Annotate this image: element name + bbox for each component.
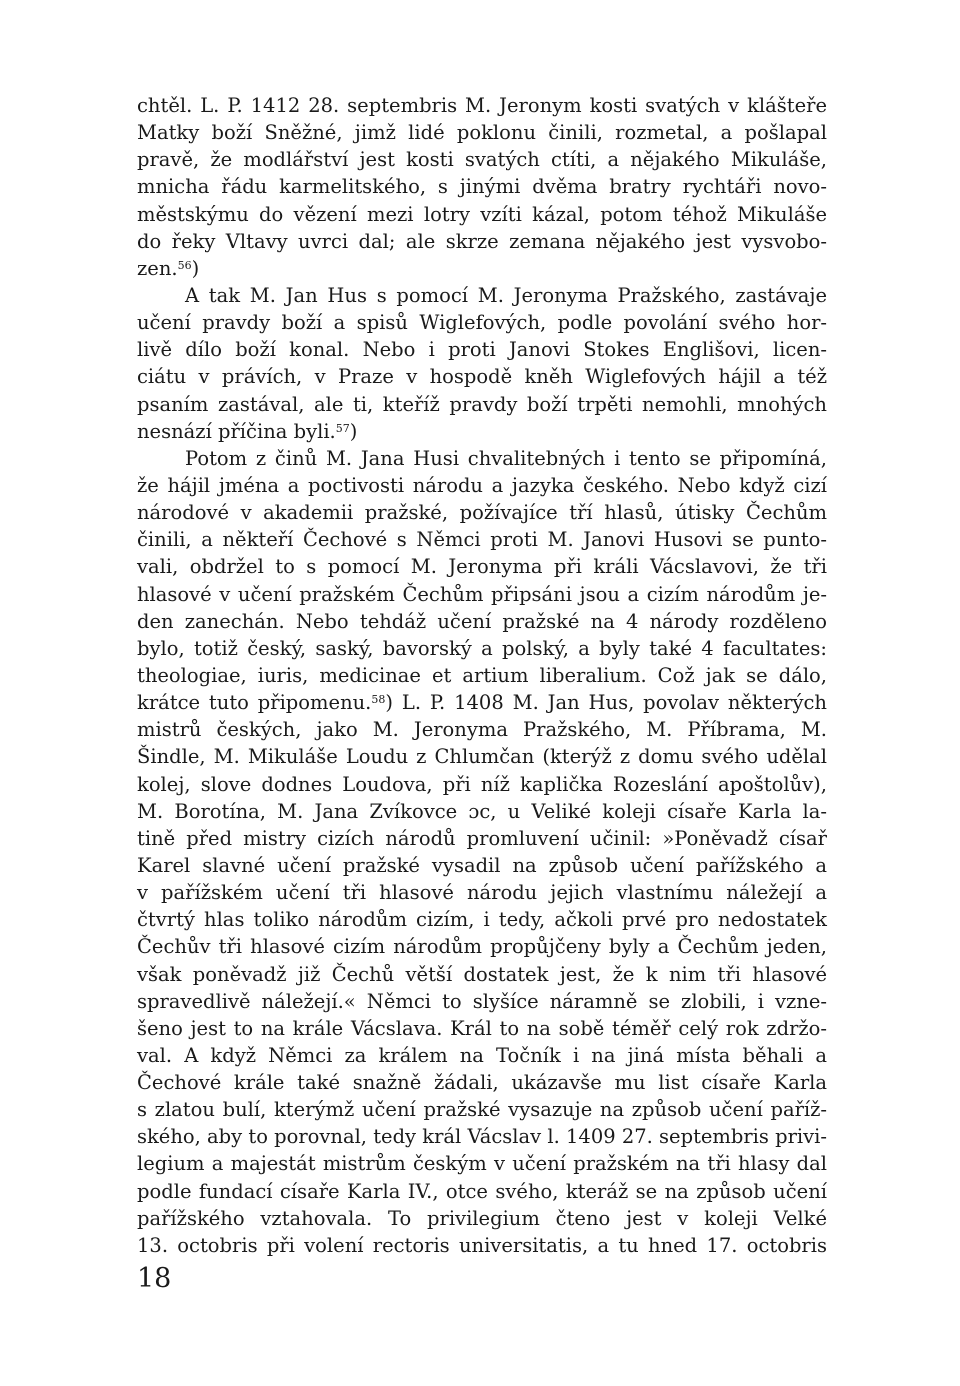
text-line: [137, 336, 827, 363]
text-line-content: den zanechán. Nebo tehdáž učení pražské na 4 národy rozděleno: [137, 609, 827, 633]
text-line: [137, 391, 827, 418]
text-line-content: Šindle, M. Mikuláše Loudu z Chlumčan (kterýž z domu svého udělal: [137, 745, 827, 769]
text-line: [137, 228, 827, 255]
text-line: [137, 1232, 827, 1259]
text-line-content: pravě, že modlářství jest kosti svatých ctíti, a nějakého Mikuláše,: [137, 148, 827, 172]
text-line: [137, 1205, 827, 1232]
text-line-tail: ): [191, 256, 200, 280]
text-line-content: kolej, slove dodnes Loudova, při níž kaplička Rozeslání apoštolův),: [137, 772, 827, 796]
text-line: [137, 716, 827, 743]
text-line-content: s zlatou bulí, kterýmž učení pražské vysazuje na způsob učení paříž-: [137, 1098, 827, 1122]
text-line-content: vali, obdržel to s pomocí M. Jeronyma při králi Vácslavovi, že tři: [137, 555, 827, 579]
text-line-content: šeno jest to na krále Vácslava. Král to na sobě téměř celý rok zdržo-: [137, 1016, 827, 1040]
text-line-content: chtěl. L. P. 1412 28. septembris M. Jeronym kosti svatých v klášteře: [137, 94, 827, 117]
text-line-content: M. Borotína, M. Jana Zvíkovce ɔc, u Veliké koleji císaře Karla la-: [137, 799, 827, 823]
text-line: [137, 1042, 827, 1069]
text-line-content: Karel slavné učení pražské vysadil na způsob učení pařížského a: [137, 853, 827, 877]
text-line: [137, 581, 827, 608]
text-line: [137, 988, 827, 1015]
footnote-marker: 56: [177, 258, 192, 272]
page-number: 18: [137, 1263, 172, 1294]
text-line-content: Čechův tři hlasové cizím národům propůjčeny byly a Čechům jeden,: [137, 935, 827, 959]
text-line: [137, 282, 827, 309]
text-line-content: do řeky Vltavy uvrci dal; ale skrze zemana nějakého jest vysvobo-: [137, 229, 827, 253]
text-line: [137, 526, 827, 553]
text-line-content: zen.: [137, 256, 178, 280]
text-line-content: 13. octobris při volení rectoris universitatis, a tu hned 17. octobris: [137, 1233, 827, 1257]
text-line: [137, 771, 827, 798]
text-line: [137, 309, 827, 336]
text-line-content: národové v akademii pražské, požívajíce tří hlasů, útisky Čechům: [137, 501, 827, 525]
text-line: [137, 879, 827, 906]
text-line-content: psaním zastával, ale ti, kteříž pravdy boží trpěti nemohli, mnohých: [137, 392, 827, 416]
text-line-content: spravedlivě náležejí.« Němci to slyšíce náramně se zlobili, i vzne-: [137, 989, 827, 1013]
text-line: [137, 906, 827, 933]
text-line-content: hlasové v učení pražském Čechům připsáni jsou a cizím národům je-: [137, 582, 827, 606]
text-line-content: že hájil jména a poctivosti národu a jazyka českého. Nebo když cizí: [137, 473, 827, 497]
text-line: [137, 1015, 827, 1042]
text-line-tail: ): [349, 419, 358, 443]
text-line-content: podle fundací císaře Karla IV., otce svého, kteráž se na způsob učení: [137, 1179, 827, 1203]
text-line: [137, 1178, 827, 1205]
text-line-content: čtvrtý hlas toliko národům cizím, i tedy, ačkoli prvé pro nedostatek: [137, 908, 827, 932]
text-line-content: v pařížském učení tři hlasové národu jejich vlastnímu náležejí a: [137, 881, 827, 905]
text-line-content: krátce tuto připomenu.: [137, 691, 372, 715]
text-line-content: činili, a někteří Čechové s Němci proti M. Janovi Husovi se punto-: [137, 528, 827, 552]
text-line: [137, 499, 827, 526]
text-line: [137, 689, 827, 716]
text-line-content: Čechové krále také snažně žádali, ukázavše mu list císaře Karla: [137, 1071, 827, 1095]
text-line-content: val. A když Němci za králem na Točník i na jiná místa běhali a: [137, 1043, 827, 1067]
text-line: [137, 472, 827, 499]
text-line-content: legium a majestát mistrům českým v učení pražském na tři hlasy dal: [137, 1152, 827, 1176]
text-line: [137, 363, 827, 390]
text-line: [137, 798, 827, 825]
text-line: [137, 743, 827, 770]
text-line-content: A tak M. Jan Hus s pomocí M. Jeronyma Pražského, zastávaje: [185, 283, 827, 307]
footnote-marker: 57: [335, 421, 350, 435]
text-line-content: tině před mistry cizích národů promluvení učinil: »Poněvadž císař: [137, 826, 827, 850]
text-line: [137, 1123, 827, 1150]
text-line-content: mistrů českých, jako M. Jeronyma Pražského, M. Příbrama, M.: [137, 718, 827, 742]
text-line-content: Potom z činů M. Jana Husi chvalitebných i tento se připomíná,: [185, 446, 827, 470]
text-line: [137, 146, 827, 173]
text-line-content: Matky boží Sněžné, jimž lidé poklonu činili, rozmetal, a pošlapal: [137, 121, 827, 145]
text-line-content: ciátu v právích, v Praze v hospodě kněh Wiglefových hájil a též: [137, 365, 827, 389]
text-line: [137, 1150, 827, 1177]
text-line: [137, 553, 827, 580]
text-line: [137, 445, 827, 472]
text-line: [137, 825, 827, 852]
text-line: [137, 255, 827, 282]
text-line-content: učení pravdy boží a spisů Wiglefových, podle povolání svého hor-: [137, 311, 827, 335]
text-line-content: ského, aby to porovnal, tedy král Vácslav l. 1409 27. septembris privi-: [137, 1125, 827, 1149]
text-line-tail: ) L. P. 1408 M. Jan Hus, povolav některých: [385, 691, 827, 715]
text-line-content: bylo, totiž český, saský, bavorský a polský, a byly také 4 facultates:: [137, 636, 827, 660]
text-line: [137, 852, 827, 879]
text-line-content: městskýmu do vězení mezi lotry vzíti kázal, potom téhož Mikuláše: [137, 202, 827, 226]
text-line-content: theologiae, iuris, medicinae et artium liberalium. Což jak se dálo,: [137, 663, 827, 687]
text-line: [137, 201, 827, 228]
text-line: [137, 635, 827, 662]
text-line: [137, 608, 827, 635]
text-line: [137, 173, 827, 200]
text-line: [137, 961, 827, 988]
text-line: [137, 662, 827, 689]
body-text: [137, 92, 827, 1259]
text-line: [137, 119, 827, 146]
text-line: [137, 933, 827, 960]
text-line-content: však poněvadž již Čechů větší dostatek jest, že k nim tři hlasové: [137, 962, 827, 986]
text-line: [137, 92, 827, 119]
text-line: [137, 1096, 827, 1123]
text-line-content: pařížského vztahovala. To privilegium čteno jest v koleji Velké: [137, 1206, 827, 1230]
text-line-content: mnicha řádu karmelitského, s jinými dvěma bratry rychtáři novo-: [137, 175, 827, 199]
footnote-marker: 58: [371, 693, 386, 707]
text-line-content: nesnází příčina byli.: [137, 419, 336, 443]
text-line: [137, 1069, 827, 1096]
text-line: [137, 418, 827, 445]
text-line-content: livě dílo boží konal. Nebo i proti Janovi Stokes Englišovi, licen-: [137, 338, 827, 362]
